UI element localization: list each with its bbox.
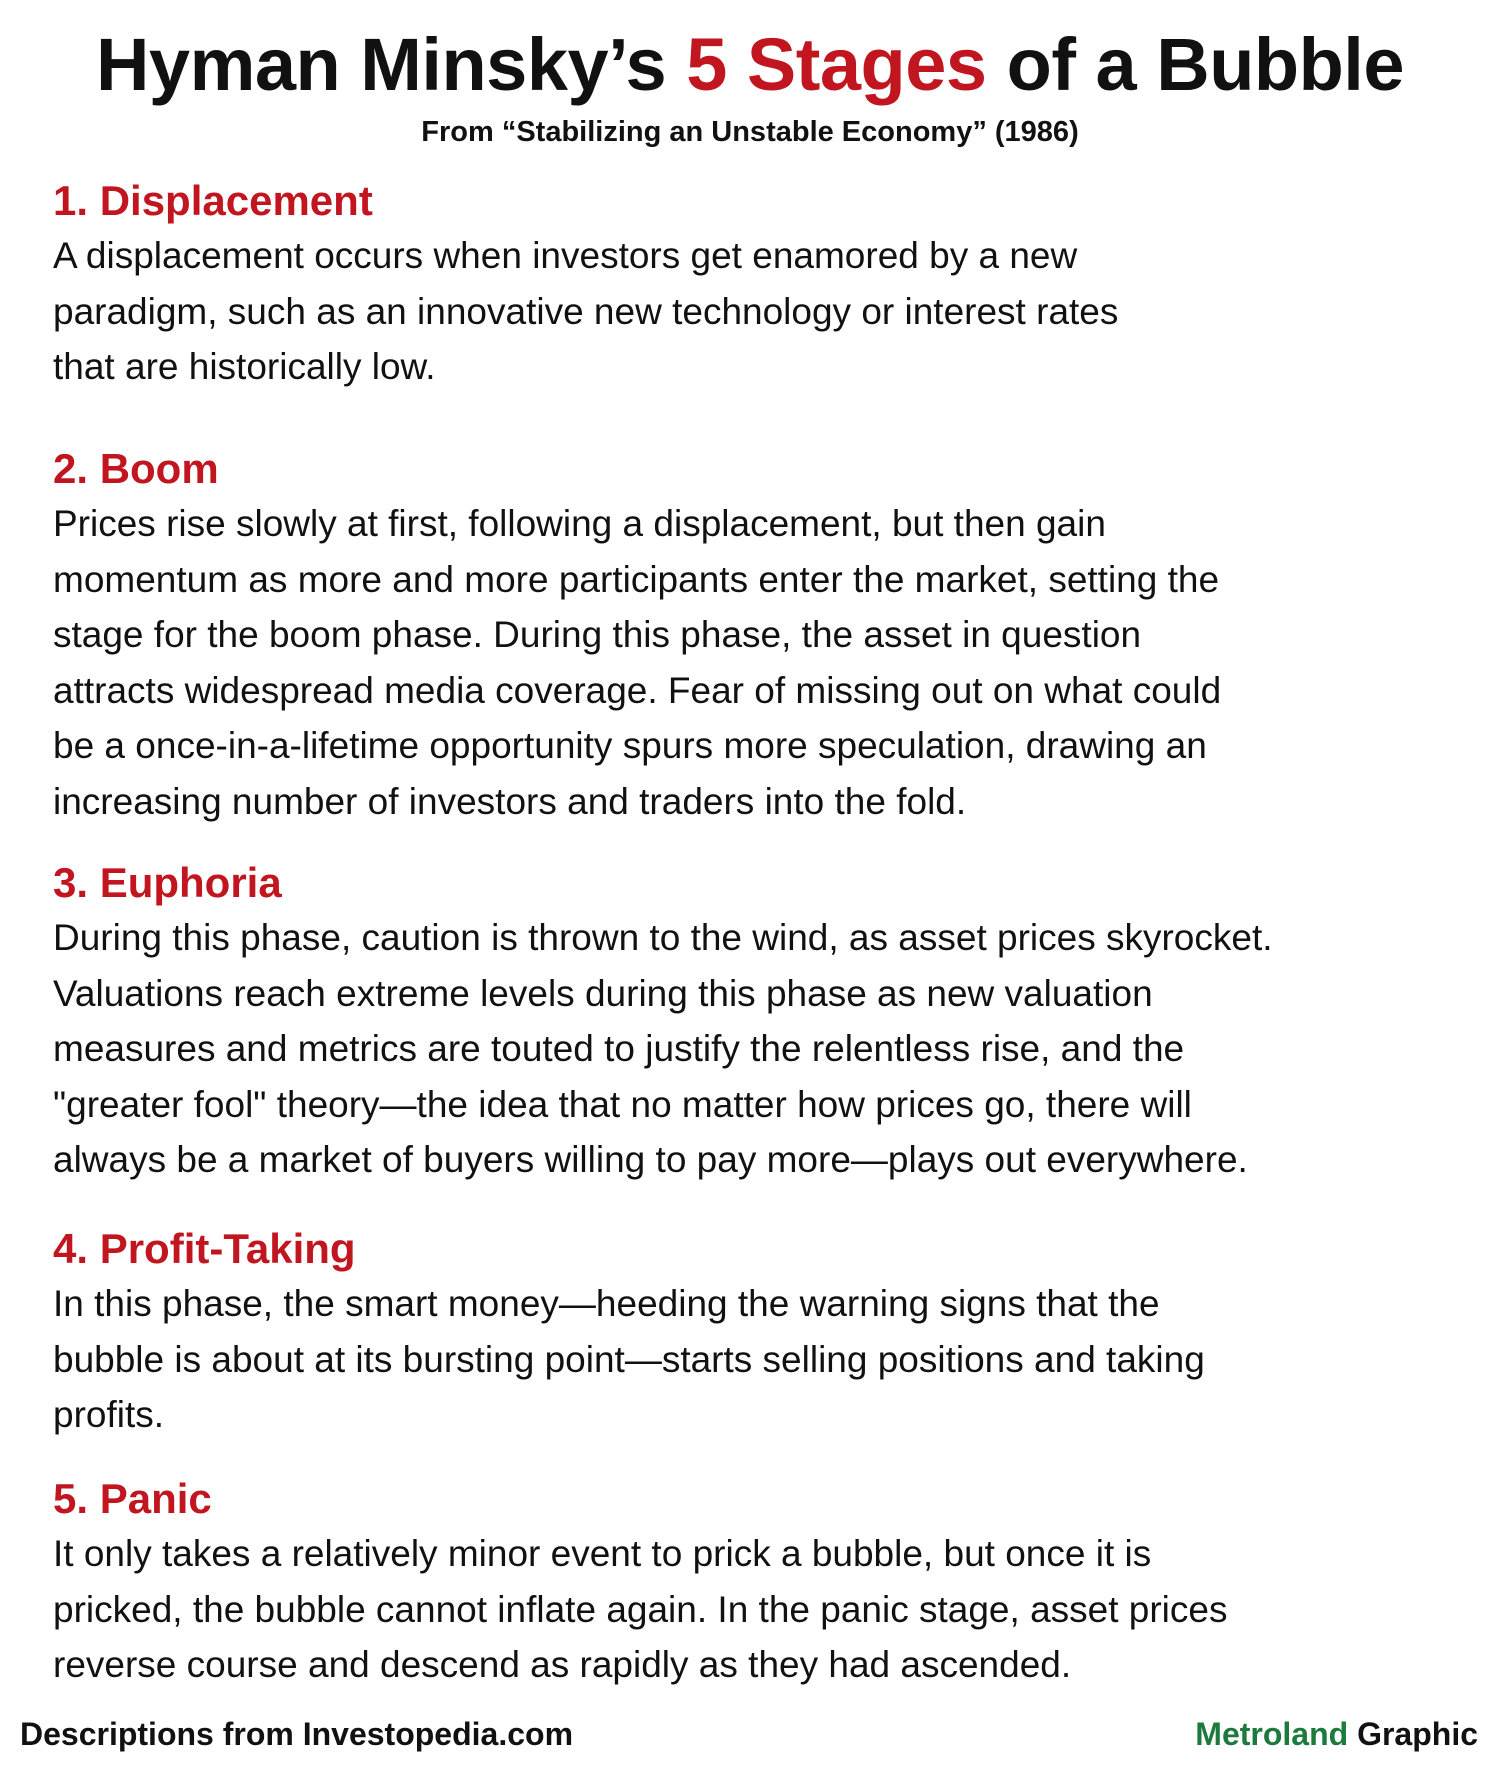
- stage-heading: 1. Displacement: [53, 177, 373, 224]
- stage-description: [53, 1276, 1453, 1443]
- stage-heading: 4. Profit-Taking: [53, 1225, 356, 1272]
- text-line: During this phase, caution is thrown to the wind, as asset prices skyrocket.: [53, 917, 1273, 958]
- text-line: increasing number of investors and traders into the fold.: [53, 780, 967, 822]
- title-part-1: Hyman Minsky’s: [95, 23, 687, 106]
- stage-panic: [53, 1472, 1453, 1693]
- source-credit: Descriptions from Investopedia.com: [20, 1716, 574, 1752]
- stage-description: [53, 496, 1453, 829]
- text-line: Valuations reach extreme levels during this phase as new valuation: [53, 972, 1153, 1014]
- stage-description: [53, 228, 1453, 395]
- text-line: reverse course and descend as rapidly as they had ascended.: [53, 1644, 1072, 1685]
- stage-heading: 3. Euphoria: [53, 859, 282, 906]
- title-part-2: of a Bubble: [986, 23, 1405, 106]
- title-accent: 5 Stages: [686, 23, 987, 106]
- subtitle: From “Stabilizing an Unstable Economy” (1986): [421, 116, 1079, 148]
- stage-description: [53, 1526, 1453, 1693]
- text-line: stage for the boom phase. During this phase, the asset in question: [53, 614, 1142, 655]
- text-line: pricked, the bubble cannot inflate again. In the panic stage, asset prices: [53, 1588, 1228, 1630]
- text-line: profits.: [53, 1394, 165, 1435]
- text-line: paradigm, such as an innovative new technology or interest rates: [53, 290, 1119, 332]
- text-line: bubble is about at its bursting point—starts selling positions and taking: [53, 1338, 1205, 1380]
- text-line: Prices rise slowly at first, following a displacement, but then gain: [53, 503, 1106, 544]
- text-line: measures and metrics are touted to justify the relentless rise, and the: [53, 1028, 1185, 1069]
- text-line: be a once-in-a-lifetime opportunity spurs more speculation, drawing an: [53, 725, 1207, 766]
- publisher-brand: Metroland: [1195, 1716, 1349, 1752]
- stage-profit-taking: [53, 1222, 1453, 1443]
- stage-heading: 2. Boom: [53, 445, 219, 492]
- stage-heading: 5. Panic: [53, 1475, 212, 1522]
- stage-displacement: [53, 174, 1453, 395]
- text-line: momentum as more and more participants enter the market, setting the: [53, 558, 1220, 600]
- stage-boom: [53, 442, 1453, 829]
- text-line: In this phase, the smart money—heeding the warning signs that the: [53, 1283, 1160, 1324]
- text-line: attracts widespread media coverage. Fear of missing out on what could: [53, 669, 1222, 711]
- text-line: It only takes a relatively minor event to prick a bubble, but once it is: [53, 1533, 1152, 1574]
- publisher-credit: [1195, 1716, 1478, 1753]
- stage-euphoria: [53, 856, 1453, 1188]
- publisher-suffix: Graphic: [1348, 1716, 1478, 1752]
- text-line: "greater fool" theory—the idea that no matter how prices go, there will: [53, 1083, 1192, 1125]
- text-line: A displacement occurs when investors get enamored by a new: [53, 235, 1078, 276]
- page-title: [0, 22, 1500, 107]
- text-line: that are historically low.: [53, 346, 436, 387]
- text-line: always be a market of buyers willing to pay more—plays out everywhere.: [53, 1139, 1248, 1180]
- stage-description: [53, 910, 1453, 1188]
